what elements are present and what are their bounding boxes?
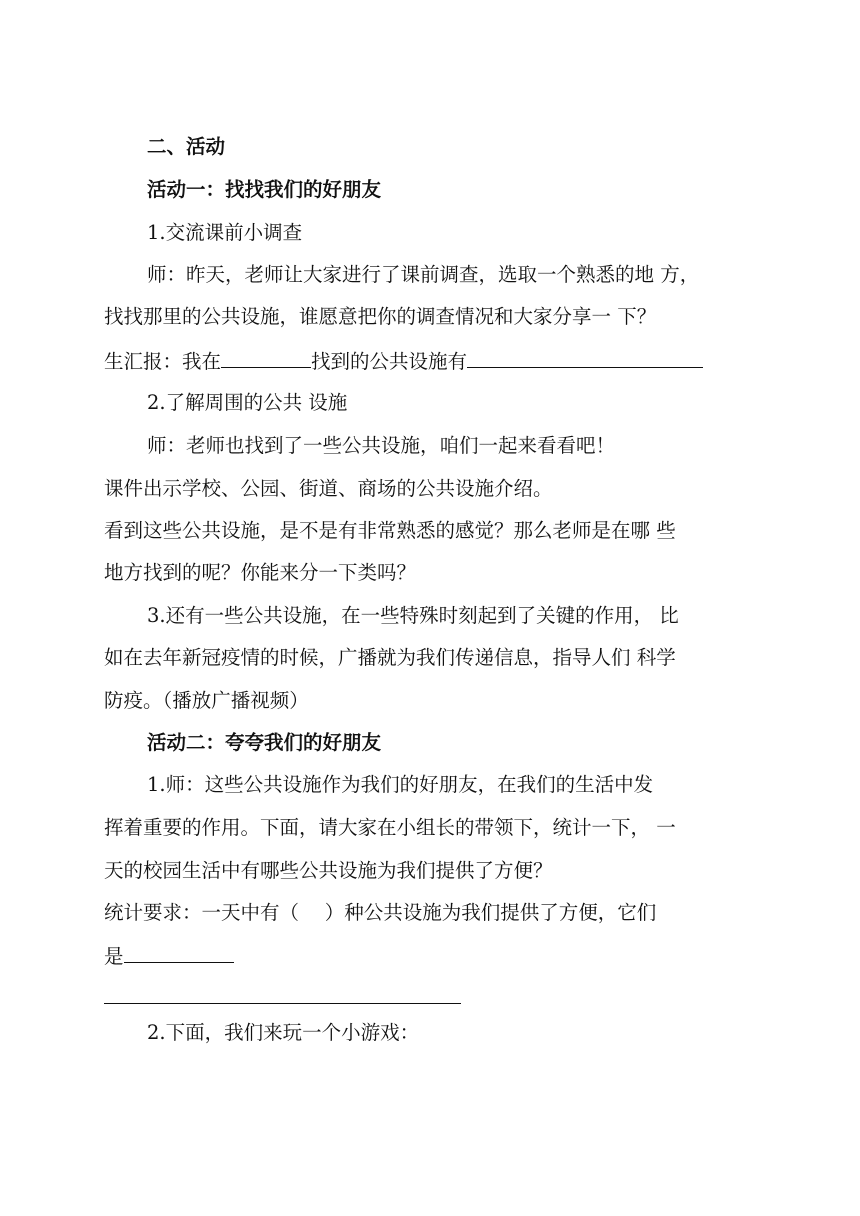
stats-requirement-line-2 (104, 940, 764, 972)
fill-blank-facilities (467, 345, 703, 368)
student-report-prefix: 生汇报：我在 (104, 350, 222, 373)
question-line-2: 地方找到的呢？你能来分一下类吗？ (104, 561, 417, 584)
student-report-line (104, 345, 764, 377)
activity1-item3-line-2: 如在去年新冠疫情的时候，广播就为我们传递信息，指导人们 科学 (104, 646, 676, 669)
activity2-item1-line-1: 1.师：这些公共设施作为我们的好朋友，在我们的生活中发 (147, 773, 654, 796)
activity1-item1-title: 1.交流课前小调查 (147, 221, 303, 244)
activity2-item1-line-3: 天的校园生活中有哪些公共设施为我们提供了方便？ (104, 859, 553, 882)
activity2-item2: 2.下面，我们来玩一个小游戏： (147, 1021, 420, 1044)
activity1-title: 活动一：找找我们的好朋友 (147, 178, 382, 201)
answer-rule-line (104, 1003, 461, 1004)
activity1-item3-line-3: 防疫。（播放广播视频） (104, 689, 309, 712)
student-report-middle: 找到的公共设施有 (311, 350, 468, 373)
teacher-line-3: 师：老师也找到了一些公共设施，咱们一起来看看吧！ (147, 434, 616, 457)
stats-requirement-line-1: 统计要求：一天中有（ ）种公共设施为我们提供了方便，它们 (104, 901, 657, 924)
section-heading: 二、活动 (147, 135, 226, 158)
courseware-line: 课件出示学校、公园、街道、商场的公共设施介绍。 (104, 477, 553, 500)
activity1-item3-line-1: 3.还有一些公共设施，在一些特殊时刻起到了关键的作用， 比 (147, 604, 679, 627)
stats-requirement-prefix: 是 (104, 945, 124, 968)
activity2-item1-line-2: 挥着重要的作用。下面，请大家在小组长的带领下，统计一下， 一 (104, 816, 676, 839)
fill-blank-place (221, 345, 311, 368)
question-line-1: 看到这些公共设施，是不是有非常熟悉的感觉？那么老师是在哪 些 (104, 519, 676, 542)
teacher-line-2: 找找那里的公共设施，谁愿意把你的调查情况和大家分享一 下？ (104, 305, 657, 328)
teacher-line-1: 师：昨天，老师让大家进行了课前调查，选取一个熟悉的地 方， (147, 263, 700, 286)
activity2-title: 活动二：夸夸我们的好朋友 (147, 731, 382, 754)
activity1-item2-title: 2.了解周围的公共 设施 (147, 391, 348, 414)
fill-blank-facility-list (124, 940, 234, 963)
